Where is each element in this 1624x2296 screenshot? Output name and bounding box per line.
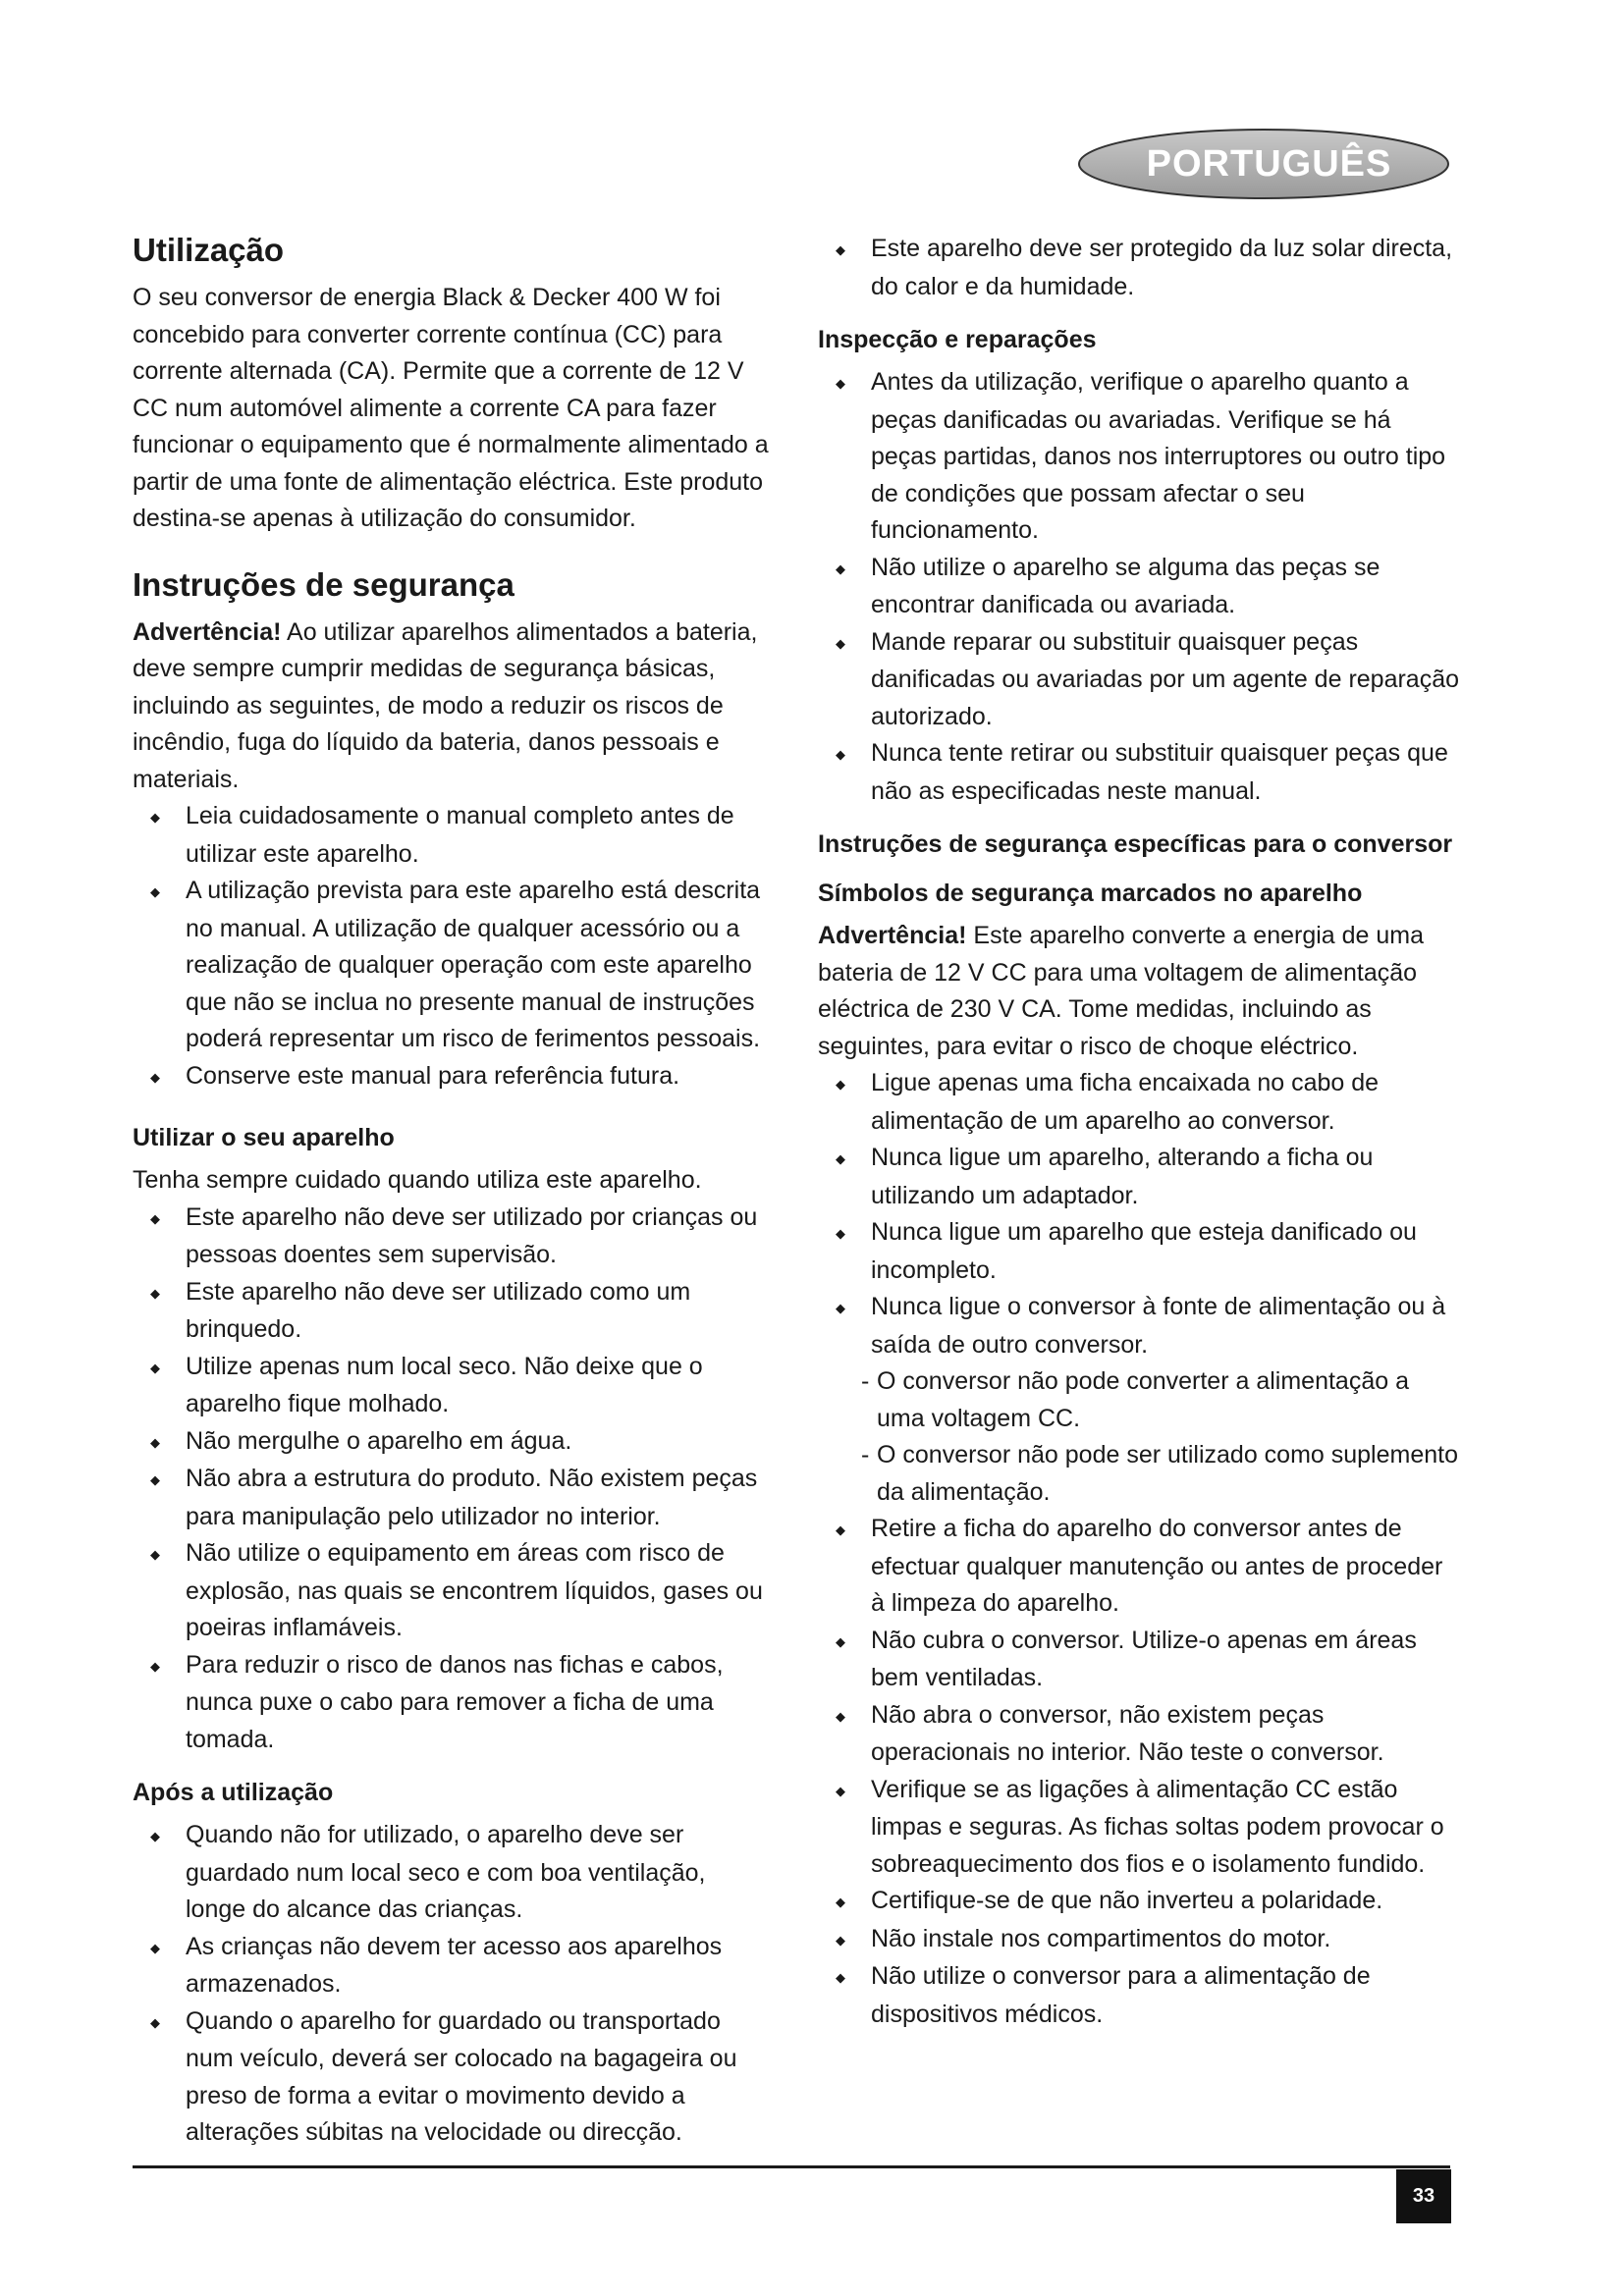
warning-label: Advertência! xyxy=(133,617,282,646)
list-item: ◆ Antes da utilização, verifique o aparelho quanto a peças danificadas ou avariadas. Verifique se há peças partidas, danos nos interruptores ou outro tipo de condições que possam afectar o seu funcionamento. xyxy=(818,364,1463,550)
simbolos-paragraph xyxy=(818,918,1463,1065)
page-number: 33 xyxy=(1396,2169,1451,2223)
footer-rule xyxy=(133,2165,1450,2168)
list-item: ◆ Verifique se as ligações à alimentação CC estão limpas e seguras. As fichas soltas podem provocar o sobreaquecimento dos fios e o isolamento fundido. xyxy=(818,1772,1463,1884)
inspeccao-heading: Inspecção e reparações xyxy=(818,326,1097,353)
utilizar-heading: Utilizar o seu aparelho xyxy=(133,1124,395,1151)
utilizar-paragraph: Tenha sempre cuidado quando utiliza este aparelho. xyxy=(133,1166,702,1194)
list-item: ◆ Não cubra o conversor. Utilize-o apenas em áreas bem ventiladas. xyxy=(818,1623,1463,1697)
list-item: ◆ Não utilize o equipamento em áreas com risco de explosão, nas quais se encontrem líquidos, gases ou poeiras inflamáveis. xyxy=(133,1535,769,1647)
list-item: ◆ Quando não for utilizado, o aparelho deve ser guardado num local seco e com boa ventilação, longe do alcance das crianças. xyxy=(133,1817,769,1929)
list-item: ◆ Nunca ligue um aparelho, alterando a ficha ou utilizando um adaptador. xyxy=(818,1140,1463,1214)
inspeccao-list xyxy=(818,364,1463,810)
sub-list-item: - O conversor não pode converter a alimentação a uma voltagem CC. xyxy=(818,1363,1463,1437)
right-column xyxy=(818,231,1463,2033)
list-item: ◆ Quando o aparelho for guardado ou transportado num veículo, deverá ser colocado na bagageira ou preso de forma a evitar o movimento devido a alterações súbitas na velocidade ou direcção. xyxy=(133,2003,769,2152)
language-badge xyxy=(1075,126,1453,202)
list-item: ◆ A utilização prevista para este aparelho está descrita no manual. A utilização de qualquer acessório ou a realização de qualquer operação com este aparelho que não se inclua no presente manual de instruções poderá representar um risco de ferimentos pessoais. xyxy=(133,873,769,1058)
list-item: ◆ Este aparelho deve ser protegido da luz solar directa, do calor e da humidade. xyxy=(818,231,1463,305)
list-item: ◆ Para reduzir o risco de danos nas fichas e cabos, nunca puxe o cabo para remover a ficha de uma tomada. xyxy=(133,1647,769,1759)
utilizar-list xyxy=(133,1200,769,1759)
list-item: ◆ Certifique-se de que não inverteu a polaridade. xyxy=(818,1883,1463,1921)
top-list xyxy=(818,231,1463,305)
list-item: ◆ Não utilize o aparelho se alguma das peças se encontrar danificada ou avariada. xyxy=(818,550,1463,624)
list-item: ◆ Utilize apenas num local seco. Não deixe que o aparelho fique molhado. xyxy=(133,1349,769,1423)
seguranca-text: Ao utilizar aparelhos alimentados a bateria, deve sempre cumprir medidas de segurança básicas, incluindo as seguintes, de modo a reduzir os riscos de incêndio, fuga do líquido da bateria, danos pessoais e materiais. xyxy=(133,617,758,793)
language-label: PORTUGUÊS xyxy=(1146,142,1392,185)
list-item: ◆ Não abra o conversor, não existem peças operacionais no interior. Não teste o conversor. xyxy=(818,1697,1463,1772)
seguranca-paragraph xyxy=(133,614,769,799)
conversor-list-a xyxy=(818,1065,1463,1363)
list-item: ◆ Nunca ligue o conversor à fonte de alimentação ou à saída de outro conversor. xyxy=(818,1289,1463,1363)
apos-list xyxy=(133,1817,769,2152)
simbolos-text: Este aparelho converte a energia de uma bateria de 12 V CC para uma voltagem de alimentação eléctrica de 230 V CA. Tome medidas, incluindo as seguintes, para evitar o risco de choque eléctrico. xyxy=(818,922,1425,1060)
conversor-sublist xyxy=(818,1363,1463,1511)
warning-label: Advertência! xyxy=(818,922,967,949)
sub-list-item: - O conversor não pode ser utilizado como suplemento da alimentação. xyxy=(818,1437,1463,1511)
list-item: ◆ Retire a ficha do aparelho do conversor antes de efectuar qualquer manutenção ou antes de proceder à limpeza do aparelho. xyxy=(818,1511,1463,1623)
seguranca-list xyxy=(133,798,769,1095)
especificas-heading: Instruções de segurança específicas para o conversor xyxy=(818,830,1453,858)
list-item: ◆ Não instale nos compartimentos do motor. xyxy=(818,1921,1463,1959)
list-item: ◆ Este aparelho não deve ser utilizado por crianças ou pessoas doentes sem supervisão. xyxy=(133,1200,769,1274)
utilizacao-heading: Utilização xyxy=(133,232,285,268)
list-item: ◆ Nunca tente retirar ou substituir quaisquer peças que não as especificadas neste manual. xyxy=(818,735,1463,810)
list-item: ◆ Conserve este manual para referência futura. xyxy=(133,1058,769,1096)
utilizacao-paragraph: O seu conversor de energia Black & Decker 400 W foi concebido para converter corrente contínua (CC) para corrente alternada (CA). Permite que a corrente de 12 V CC num automóvel alimente a corrente CA para fazer funcionar o equipamento que é normalmente alimentado a partir de uma fonte de alimentação eléctrica. Este produto destina-se apenas à utilização do consumidor. xyxy=(133,284,769,532)
apos-heading: Após a utilização xyxy=(133,1779,334,1806)
list-item: ◆ Ligue apenas uma ficha encaixada no cabo de alimentação de um aparelho ao conversor. xyxy=(818,1065,1463,1140)
list-item: ◆ Leia cuidadosamente o manual completo antes de utilizar este aparelho. xyxy=(133,798,769,873)
list-item: ◆ As crianças não devem ter acesso aos aparelhos armazenados. xyxy=(133,1929,769,2003)
list-item: ◆ Não utilize o conversor para a alimentação de dispositivos médicos. xyxy=(818,1958,1463,2033)
conversor-list-b xyxy=(818,1511,1463,2033)
list-item: ◆ Mande reparar ou substituir quaisquer peças danificadas ou avariadas por um agente de reparação autorizado. xyxy=(818,624,1463,736)
left-column xyxy=(133,231,769,2152)
simbolos-heading: Símbolos de segurança marcados no aparelho xyxy=(818,880,1363,907)
list-item: ◆ Nunca ligue um aparelho que esteja danificado ou incompleto. xyxy=(818,1214,1463,1289)
list-item: ◆ Este aparelho não deve ser utilizado como um brinquedo. xyxy=(133,1274,769,1349)
seguranca-heading: Instruções de segurança xyxy=(133,565,514,603)
list-item: ◆ Não abra a estrutura do produto. Não existem peças para manipulação pelo utilizador no interior. xyxy=(133,1461,769,1535)
list-item: ◆ Não mergulhe o aparelho em água. xyxy=(133,1423,769,1462)
